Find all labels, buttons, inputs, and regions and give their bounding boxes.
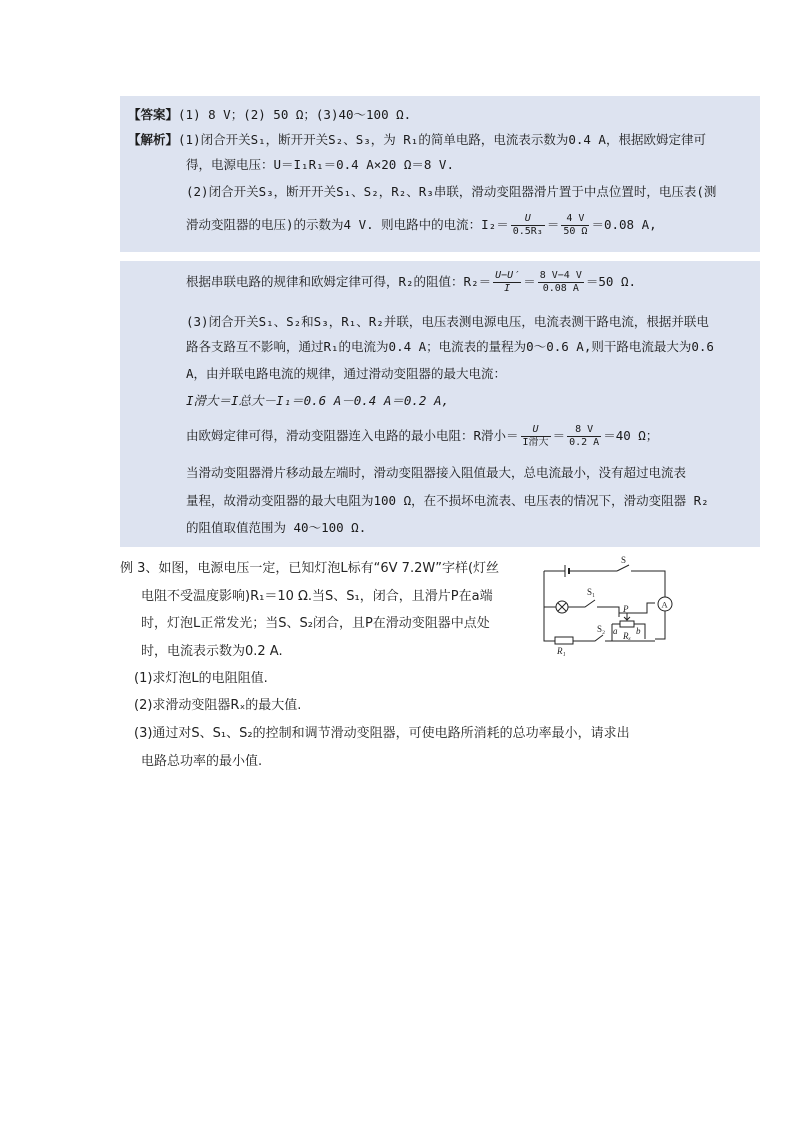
analysis-text: 由欧姆定律可得，滑动变阻器连入电路的最小电阻：R滑小＝: [186, 428, 519, 443]
slider-p-label: P: [623, 604, 629, 614]
example-text: 时，灯泡L正常发光；当S、S₂闭合，且P在滑动变阻器中点处: [141, 616, 490, 631]
fraction-denominator: 0.2 A: [569, 437, 600, 448]
wire: [597, 607, 619, 617]
end-a-label: a: [613, 626, 618, 636]
analysis-text: 的阻值取值范围为 40～100 Ω.: [186, 520, 367, 535]
fraction: [493, 271, 521, 294]
rheostat-icon: [620, 621, 634, 627]
example-line-1: [120, 557, 499, 576]
fraction: [511, 214, 545, 237]
fraction-numerator: 4 V: [561, 214, 589, 226]
analysis-text: ＝0.08 A,: [591, 217, 657, 232]
example-text: 时，电流表示数为0.2 A.: [141, 644, 283, 659]
fraction-denominator: 0.5R₃: [512, 226, 543, 237]
analysis-formula-line: [186, 271, 636, 294]
end-b-label: b: [636, 626, 641, 636]
analysis-text: (1)闭合开关S₁，断开开关S₂、S₃，为 R₁的简单电路，电流表示数为0.4 A，根据欧姆定律可: [178, 132, 706, 147]
analysis-text: ＝50 Ω.: [585, 274, 637, 289]
switch-s-icon: [617, 565, 629, 571]
fraction-denominator: I: [504, 283, 511, 294]
analysis-text: 当滑动变阻器滑片移动最左端时，滑动变阻器接入阻值最大，总电流最小，没有超过电流表: [186, 465, 687, 480]
analysis-text: (3)闭合开关S₁、S₂和S₃，R₁、R₂并联，电压表测电源电压，电流表测干路电流，根据并联电: [186, 314, 709, 329]
analysis-formula-line: [186, 214, 657, 237]
wire: [655, 611, 665, 639]
fraction: [521, 425, 551, 448]
example-text: 电阻不受温度影响)R₁＝10 Ω.当S、S₁，闭合，且滑片P在a端: [141, 589, 493, 604]
analysis-text: 滑动变阻器的电压)的示数为4 V. 则电路中的电流：I₂＝: [186, 217, 509, 232]
fraction-denominator: I滑大: [522, 437, 549, 448]
switch-s2-label: S₂: [597, 624, 606, 634]
example-text: 、如图，电源电压一定，已知灯泡L标有“6V 7.2W”字样(灯丝: [145, 561, 500, 576]
ammeter-label: A: [661, 599, 668, 610]
example-label: 例 3: [120, 561, 146, 576]
fraction: [567, 425, 601, 448]
lamp-icon: [558, 603, 566, 611]
question-3: (3)通过对S、S₁、S₂的控制和调节滑动变阻器，可使电路所消耗的总功率最小，请求出: [134, 726, 630, 741]
answer-text: (1) 8 V；(2) 50 Ω；(3)40～100 Ω.: [178, 107, 412, 122]
analysis-line-1: [128, 130, 706, 148]
resistor-r1-icon: [555, 637, 573, 644]
question-1: (1)求灯泡L的电阻阻值.: [134, 671, 268, 686]
wire: [631, 571, 665, 597]
analysis-text: 量程，故滑动变阻器的最大电阻为100 Ω，在不损坏电流表、电压表的情况下，滑动变阻器 R₂: [186, 493, 709, 508]
wire: [605, 624, 612, 641]
analysis-text: 路各支路互不影响，通过R₁的电流为0.4 A；电流表的量程为0～0.6 A,则干路电流最大为0.6: [186, 339, 714, 354]
fraction-numerator: 8 V−4 V: [539, 270, 582, 281]
answer-analysis-block-2: [120, 261, 760, 547]
wire: [544, 571, 555, 641]
fraction-denominator: 50 Ω: [563, 226, 588, 237]
rheostat-label: Rₓ: [623, 631, 632, 641]
answer-label: 【答案】: [128, 107, 179, 122]
equals-sign: ＝: [523, 274, 536, 289]
analysis-text: ＝40 Ω；: [603, 428, 659, 443]
fraction: [538, 271, 584, 294]
equals-sign: ＝: [546, 217, 560, 232]
fraction-denominator: 0.08 A: [542, 283, 579, 294]
switch-s2-icon: [573, 635, 603, 641]
analysis-text: (2)闭合开关S₃，断开开关S₁、S₂，R₂、R₃串联，滑动变阻器滑片置于中点位置时，电压表(测: [186, 184, 717, 199]
fraction-numerator: 8 V: [567, 425, 601, 437]
analysis-label: 【解析】: [128, 132, 179, 147]
answer-line: [128, 105, 411, 123]
resistor-r1-label: R₁: [557, 646, 566, 656]
question-3-continued: 电路总功率的最小值.: [141, 754, 263, 769]
analysis-text: A，由并联电路电流的规律，通过滑动变阻器的最大电流：: [186, 366, 507, 381]
fraction-numerator: U−U′: [495, 270, 520, 281]
switch-s1-icon: [568, 600, 595, 607]
circuit-diagram: [537, 553, 682, 661]
analysis-text: I滑大＝I总大－I₁＝0.6 A－0.4 A＝0.2 A,: [186, 393, 450, 408]
equals-sign: ＝: [552, 428, 566, 443]
question-2: (2)求滑动变阻器Rₓ的最大值.: [134, 698, 302, 713]
fraction: [561, 214, 589, 237]
fraction-numerator: U: [511, 214, 545, 226]
switch-s1-label: S₁: [587, 587, 596, 597]
analysis-formula-line: [186, 425, 658, 448]
answer-analysis-block-1: [120, 96, 760, 252]
analysis-text: 得，电源电压：U＝I₁R₁＝0.4 A×20 Ω＝8 V.: [186, 157, 454, 172]
switch-s-label: S: [621, 555, 627, 565]
analysis-text: 根据串联电路的规律和欧姆定律可得，R₂的阻值：R₂＝: [186, 274, 492, 289]
fraction-numerator: U: [521, 425, 551, 437]
